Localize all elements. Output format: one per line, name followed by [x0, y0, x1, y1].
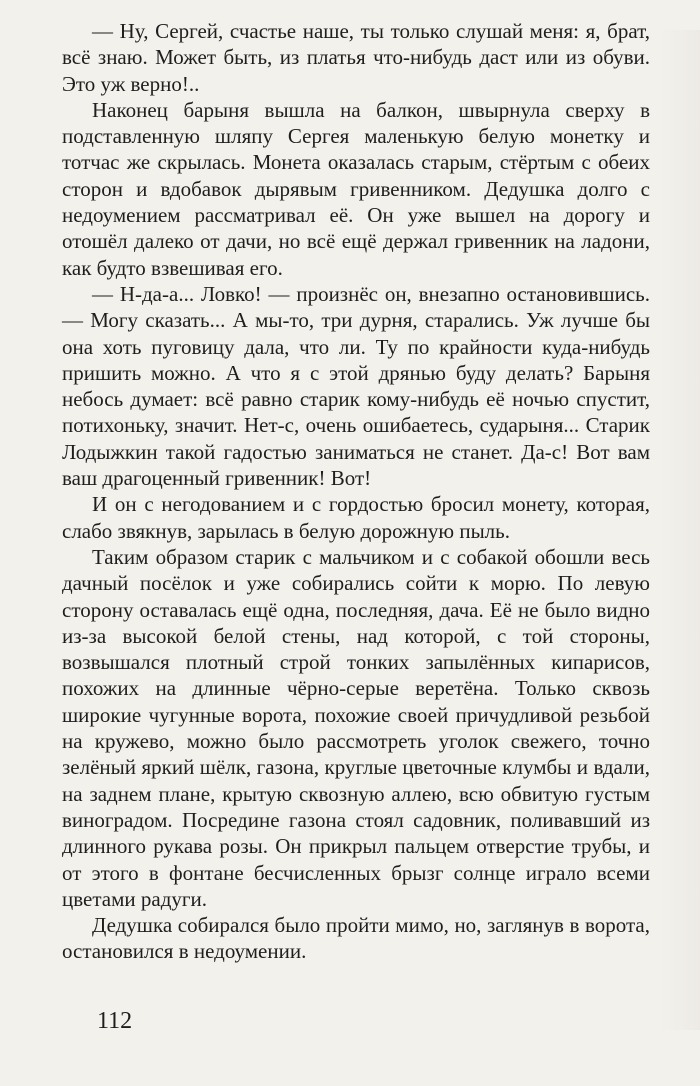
- paragraph: И он с негодованием и с гордостью бросил монету, которая, слабо звякнув, зарылась в белую дорожную пыль.: [62, 492, 650, 543]
- paragraph: — Н-да-а... Ловко! — произнёс он, внезапно остановившись. — Могу сказать... А мы-то, три дурня, старались. Уж лучше бы она хоть пуговицу дала, что ли. Ту по крайности куда-нибудь пришить можно. А что я с этой дрянью буду делать? Барыня небось думает: всё равно старик кому-нибудь её ночью спустит, потихоньку, значит. Нет-с, очень ошибаетесь, сударыня... Старик Лодыжкин такой гадостью заниматься не станет. Да-с! Вот вам ваш драгоценный гривенник! Вот!: [62, 281, 650, 491]
- page-edge-shadow: [660, 30, 700, 1030]
- paragraph: Таким образом старик с мальчиком и с собакой обошли весь дачный посёлок и уже собирались сойти к морю. По левую сторону оставалась ещё одна, последняя, дача. Её не было видно из-за высокой белой стены, над которой, с той стороны, возвышался плотный строй тонких запылённых кипарисов, похожих на длинные чёрно-серые веретёна. Только сквозь широкие чугунные ворота, похожие своей причудливой резьбой на кружево, можно было рассмотреть уголок свежего, точно зелёный яркий шёлк, газона, круглые цветочные клумбы и вдали, на заднем плане, крытую сквозную аллею, всю обвитую густым виноградом. Посредине газона стоял садовник, поливавший из длинного рукава розы. Он прикрыл пальцем отверстие трубы, и от этого в фонтане бесчисленных брызг солнце играло всеми цветами радуги.: [62, 544, 650, 911]
- page-text: [62, 18, 650, 965]
- page-number: 112: [97, 1008, 133, 1034]
- paragraph: — Ну, Сергей, счастье наше, ты только слушай меня: я, брат, всё знаю. Может быть, из платья что-нибудь даст или из обуви. Это уж верно!..: [62, 19, 650, 96]
- paragraph: Наконец барыня вышла на балкон, швырнула сверху в подставленную шляпу Сергея маленькую белую монетку и тотчас же скрылась. Монета оказалась старым, стёртым с обеих сторон и вдобавок дырявым гривенником. Дедушка долго с недоумением рассматривал её. Он уже вышел на дорогу и отошёл далеко от дачи, но всё ещё держал гривенник на ладони, как будто взвешивая его.: [62, 97, 650, 280]
- paragraph: Дедушка собирался было пройти мимо, но, заглянув в ворота, остановился в недоумении.: [62, 913, 650, 964]
